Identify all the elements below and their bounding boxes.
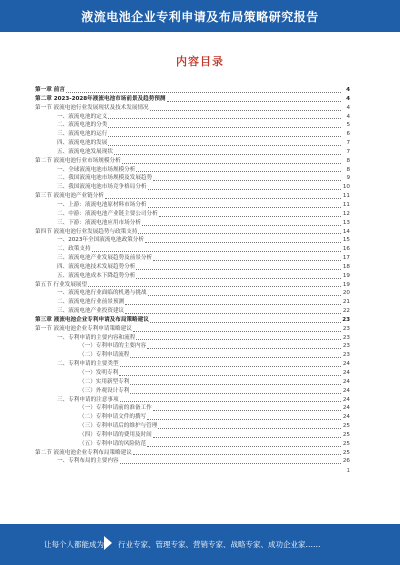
toc-entry-title: 第四节 液流电池行业发展趋势与政策支持: [35, 228, 138, 235]
toc-entry[interactable]: [35, 351, 350, 360]
toc-entry-title: 五、液流电池成本下降趋势分析: [57, 272, 136, 279]
toc-entry[interactable]: [35, 449, 350, 458]
toc-entry-page: 24: [342, 405, 350, 412]
toc-leader-dots: [147, 445, 341, 447]
toc-entry-page: 20: [342, 290, 350, 297]
toc-entry-page: 7: [346, 140, 350, 147]
toc-entry-title: 一、专利申请的主要内容和流程: [57, 334, 136, 341]
toc-entry-title: （三）外观设计专利: [79, 387, 130, 394]
toc-entry-title: 第一节 液流电池企业专利申请策略建议: [35, 325, 132, 332]
toc-entry-page: 8: [346, 166, 350, 173]
toc-entry-page: 5: [346, 122, 350, 129]
toc-entry[interactable]: [35, 219, 350, 228]
toc-entry-title: 二、政策支持: [57, 246, 91, 253]
report-title: 液流电池企业专利申请及布局策略研究报告: [81, 10, 319, 24]
toc-entry-title: （一）专利申请前的准备工作: [79, 405, 152, 412]
toc-entry-page: 24: [342, 387, 350, 394]
toc-entry-title: 一、2023年全国液流电池政策分析: [57, 237, 144, 244]
toc-leader-dots: [66, 91, 341, 93]
toc-entry-title: 二、液流电池行业前景预测: [57, 299, 125, 306]
toc-leader-dots: [122, 162, 341, 164]
toc-entry-title: 第三章 液流电池企业专利申请及布局策略建议: [35, 316, 149, 323]
toc-leader-dots: [136, 338, 341, 340]
toc-entry[interactable]: [35, 121, 350, 130]
toc-leader-dots: [150, 321, 341, 323]
toc-entry-title: （五）专利申请的风险防范: [79, 440, 147, 447]
toc-entry-title: （二）专利申请流程: [79, 352, 130, 359]
toc-entry-title: 第一节 液流电池行业发展现状及技术发展情况: [35, 104, 149, 111]
toc-entry-title: 二、专利申请的主要类型: [57, 361, 119, 368]
toc-entry[interactable]: [35, 272, 350, 281]
toc-leader-dots: [92, 250, 341, 252]
toc-entry[interactable]: [35, 245, 350, 254]
toc-entry-title: 第五节 行业发展展望: [35, 281, 88, 288]
toc-entry-page: 13: [342, 219, 350, 226]
toc-entry-page: 25: [342, 431, 350, 438]
toc-entry[interactable]: [35, 281, 350, 290]
toc-leader-dots: [108, 117, 341, 119]
toc-leader-dots: [120, 365, 341, 367]
toc-leader-dots: [105, 197, 341, 199]
toc-leader-dots: [108, 135, 341, 137]
toc-entry-title: 第二节 液流电池行业市场规模分析: [35, 157, 121, 164]
toc-entry-title: 四、液流电池技术发展趋势分析: [57, 263, 136, 270]
toc-leader-dots: [167, 100, 341, 102]
toc-entry-page: 4: [346, 95, 350, 102]
toc-entry-page: 15: [342, 237, 350, 244]
toc-entry[interactable]: [35, 289, 350, 298]
toc-leader-dots: [150, 109, 341, 111]
toc-entry-title: （二）实用新型专利: [79, 378, 130, 385]
toc-entry-page: 24: [342, 396, 350, 403]
toc-leader-dots: [108, 144, 341, 146]
toc-entry-page: 17: [342, 255, 350, 262]
toc-entry-title: 二、中游：液流电池产业链主要公司分析: [57, 210, 158, 217]
toc-entry-page: 11: [342, 193, 350, 200]
toc-entry-page: 9: [346, 175, 350, 182]
toc-entry-page: 23: [342, 334, 350, 341]
footer-slogan-right: 行业专家、管理专家、营销专家、战略专家、成功企业家……: [118, 540, 321, 549]
toc-entry-page: 6: [346, 131, 350, 138]
toc-entry-page: 21: [342, 299, 350, 306]
toc-entry-title: 第三节 液流电池产业链分析: [35, 193, 104, 200]
toc-entry[interactable]: [35, 307, 350, 316]
toc-leader-dots: [133, 330, 341, 332]
toc-entry-title: 三、下游：液流电池应用市场分析: [57, 219, 141, 226]
toc-entry-page: 24: [342, 414, 350, 421]
toc-entry-page: 4: [346, 113, 350, 120]
toc-leader-dots: [119, 374, 341, 376]
toc-leader-dots: [153, 259, 341, 261]
toc-leader-dots: [148, 294, 341, 296]
toc-entry-title: 二、液流电池的分类: [57, 122, 108, 129]
toc-entry-page: 7: [346, 148, 350, 155]
toc-entry-page: 19: [342, 272, 350, 279]
footer-slogan-left: 让每个人都能成为: [44, 540, 104, 549]
toc-leader-dots: [136, 170, 341, 172]
toc-entry-page: 18: [342, 263, 350, 270]
toc-entry[interactable]: [35, 228, 350, 237]
toc-heading: 内容目录: [176, 55, 224, 68]
toc-entry[interactable]: [35, 342, 350, 351]
toc-leader-dots: [147, 347, 341, 349]
toc-leader-dots: [153, 409, 341, 411]
toc-entry[interactable]: [35, 113, 350, 122]
toc-entry-page: 10: [342, 184, 350, 191]
toc-entry[interactable]: [35, 422, 350, 431]
toc-entry[interactable]: [35, 157, 350, 166]
toc-entry-title: 第二节 液流电池企业专利布局策略建议: [35, 449, 132, 456]
toc-entry[interactable]: [35, 440, 350, 449]
toc-entry-page: 4: [346, 87, 350, 93]
toc-leader-dots: [136, 277, 341, 279]
toc-leader-dots: [147, 418, 341, 420]
toc-entry[interactable]: [35, 404, 350, 413]
toc-entry[interactable]: [35, 298, 350, 307]
page-footer-bar: [0, 524, 400, 565]
toc-leader-dots: [120, 400, 341, 402]
toc-entry-page: 16: [342, 246, 350, 253]
toc-leader-dots: [120, 462, 341, 464]
toc-entry-title: 第一章 前言: [35, 87, 65, 93]
toc-leader-dots: [158, 427, 341, 429]
toc-entry-title: 三、液流电池的运行: [57, 131, 108, 138]
toc-entry-title: （一）专利申请的主要内容: [79, 343, 147, 350]
toc-entry-page: 23: [342, 352, 350, 359]
toc-entry-page: 8: [346, 157, 350, 164]
toc-entry-page: 23: [342, 325, 350, 332]
toc-leader-dots: [108, 126, 341, 128]
toc-entry-title: （四）专利申请的费用及时间: [79, 431, 152, 438]
toc-entry-page: 23: [342, 316, 350, 323]
toc-entry[interactable]: [35, 201, 350, 210]
toc-leader-dots: [125, 303, 341, 305]
toc-entry[interactable]: [35, 139, 350, 148]
toc-entry[interactable]: [35, 174, 350, 183]
toc-entry-title: 四、液流电池的发展: [57, 140, 108, 147]
toc-entry[interactable]: [35, 236, 350, 245]
toc-leader-dots: [114, 153, 341, 155]
table-of-contents: [35, 86, 350, 474]
toc-entry[interactable]: [35, 104, 350, 113]
toc-entry-page: 12: [342, 210, 350, 217]
toc-leader-dots: [153, 179, 341, 181]
toc-leader-dots: [148, 206, 341, 208]
toc-leader-dots: [130, 356, 341, 358]
page-number: 1: [346, 468, 350, 475]
toc-entry-title: 三、液流电池产业发展趋势及前景分析: [57, 255, 153, 262]
toc-entry-page: 24: [342, 361, 350, 368]
toc-entry[interactable]: [35, 334, 350, 343]
toc-entry-page: 4: [346, 104, 350, 111]
toc-entry-page: 14: [342, 228, 350, 235]
toc-leader-dots: [125, 312, 341, 314]
toc-entry-page: 11: [342, 201, 350, 208]
toc-entry[interactable]: [35, 378, 350, 387]
toc-entry-page: 25: [342, 449, 350, 456]
toc-leader-dots: [136, 268, 341, 270]
toc-entry[interactable]: [35, 192, 350, 201]
toc-entry-title: （二）专利申请文件的撰写: [79, 414, 147, 421]
toc-entry[interactable]: [35, 316, 350, 325]
toc-entry-page: 25: [342, 423, 350, 430]
toc-entry[interactable]: [35, 210, 350, 219]
toc-entry[interactable]: [35, 387, 350, 396]
toc-leader-dots: [159, 215, 341, 217]
toc-leader-dots: [130, 392, 341, 394]
toc-entry[interactable]: [35, 130, 350, 139]
toc-leader-dots: [142, 224, 341, 226]
toc-entry[interactable]: [35, 166, 350, 175]
toc-entry[interactable]: [35, 413, 350, 422]
toc-entry[interactable]: [35, 457, 350, 466]
toc-entry-page: 25: [342, 440, 350, 447]
arrow-right-icon: [104, 536, 112, 550]
toc-leader-dots: [153, 436, 341, 438]
toc-leader-dots: [130, 383, 341, 385]
toc-entry-title: 三、我国液流电池市场竞争格局分析: [57, 184, 147, 191]
toc-entry-page: 24: [342, 370, 350, 376]
toc-entry[interactable]: [35, 360, 350, 369]
toc-entry[interactable]: [35, 148, 350, 157]
toc-leader-dots: [148, 188, 341, 190]
toc-entry[interactable]: [35, 369, 350, 378]
toc-entry-title: 一、液流电池的定义: [57, 113, 108, 120]
toc-entry-page: 23: [342, 343, 350, 350]
toc-entry[interactable]: [35, 325, 350, 334]
toc-leader-dots: [133, 453, 341, 455]
toc-entry[interactable]: [35, 183, 350, 192]
toc-entry-title: 三、专利申请的注意事项: [57, 396, 119, 403]
toc-entry-title: 一、全球液流电池市场规模分析: [57, 166, 136, 173]
toc-entry[interactable]: [35, 396, 350, 405]
toc-leader-dots: [138, 232, 341, 234]
toc-entry-page: 19: [342, 281, 350, 288]
toc-entry-title: （三）专利申请后的维护与管理: [79, 423, 158, 430]
toc-entry-title: 一、上游：液流电池原材料市场分析: [57, 201, 147, 208]
toc-leader-dots: [145, 241, 341, 243]
toc-entry[interactable]: [35, 431, 350, 440]
toc-entry-title: 五、液流电池发展现状: [57, 148, 113, 155]
toc-entry-title: 二、我国液流电池市场规模及发展趋势: [57, 175, 153, 182]
toc-entry[interactable]: [35, 95, 350, 104]
toc-entry-title: 三、液流电池产业投资建议: [57, 308, 125, 315]
toc-entry-page: 24: [342, 378, 350, 385]
toc-leader-dots: [88, 285, 341, 287]
toc-entry[interactable]: [35, 86, 350, 95]
toc-entry-title: 第二章 2023-2028年液流电池市场前景及趋势预测: [35, 95, 166, 102]
toc-entry-page: 22: [342, 308, 350, 315]
toc-entry[interactable]: [35, 263, 350, 272]
toc-entry-page: 26: [342, 458, 350, 465]
toc-entry-title: 一、液流电池行业面临的机遇与挑战: [57, 290, 147, 297]
page-header-bar: [0, 0, 400, 32]
toc-entry-title: （一）发明专利: [79, 370, 119, 376]
toc-entry-title: 一、专利布局的主要内容: [57, 458, 119, 465]
toc-entry[interactable]: [35, 254, 350, 263]
